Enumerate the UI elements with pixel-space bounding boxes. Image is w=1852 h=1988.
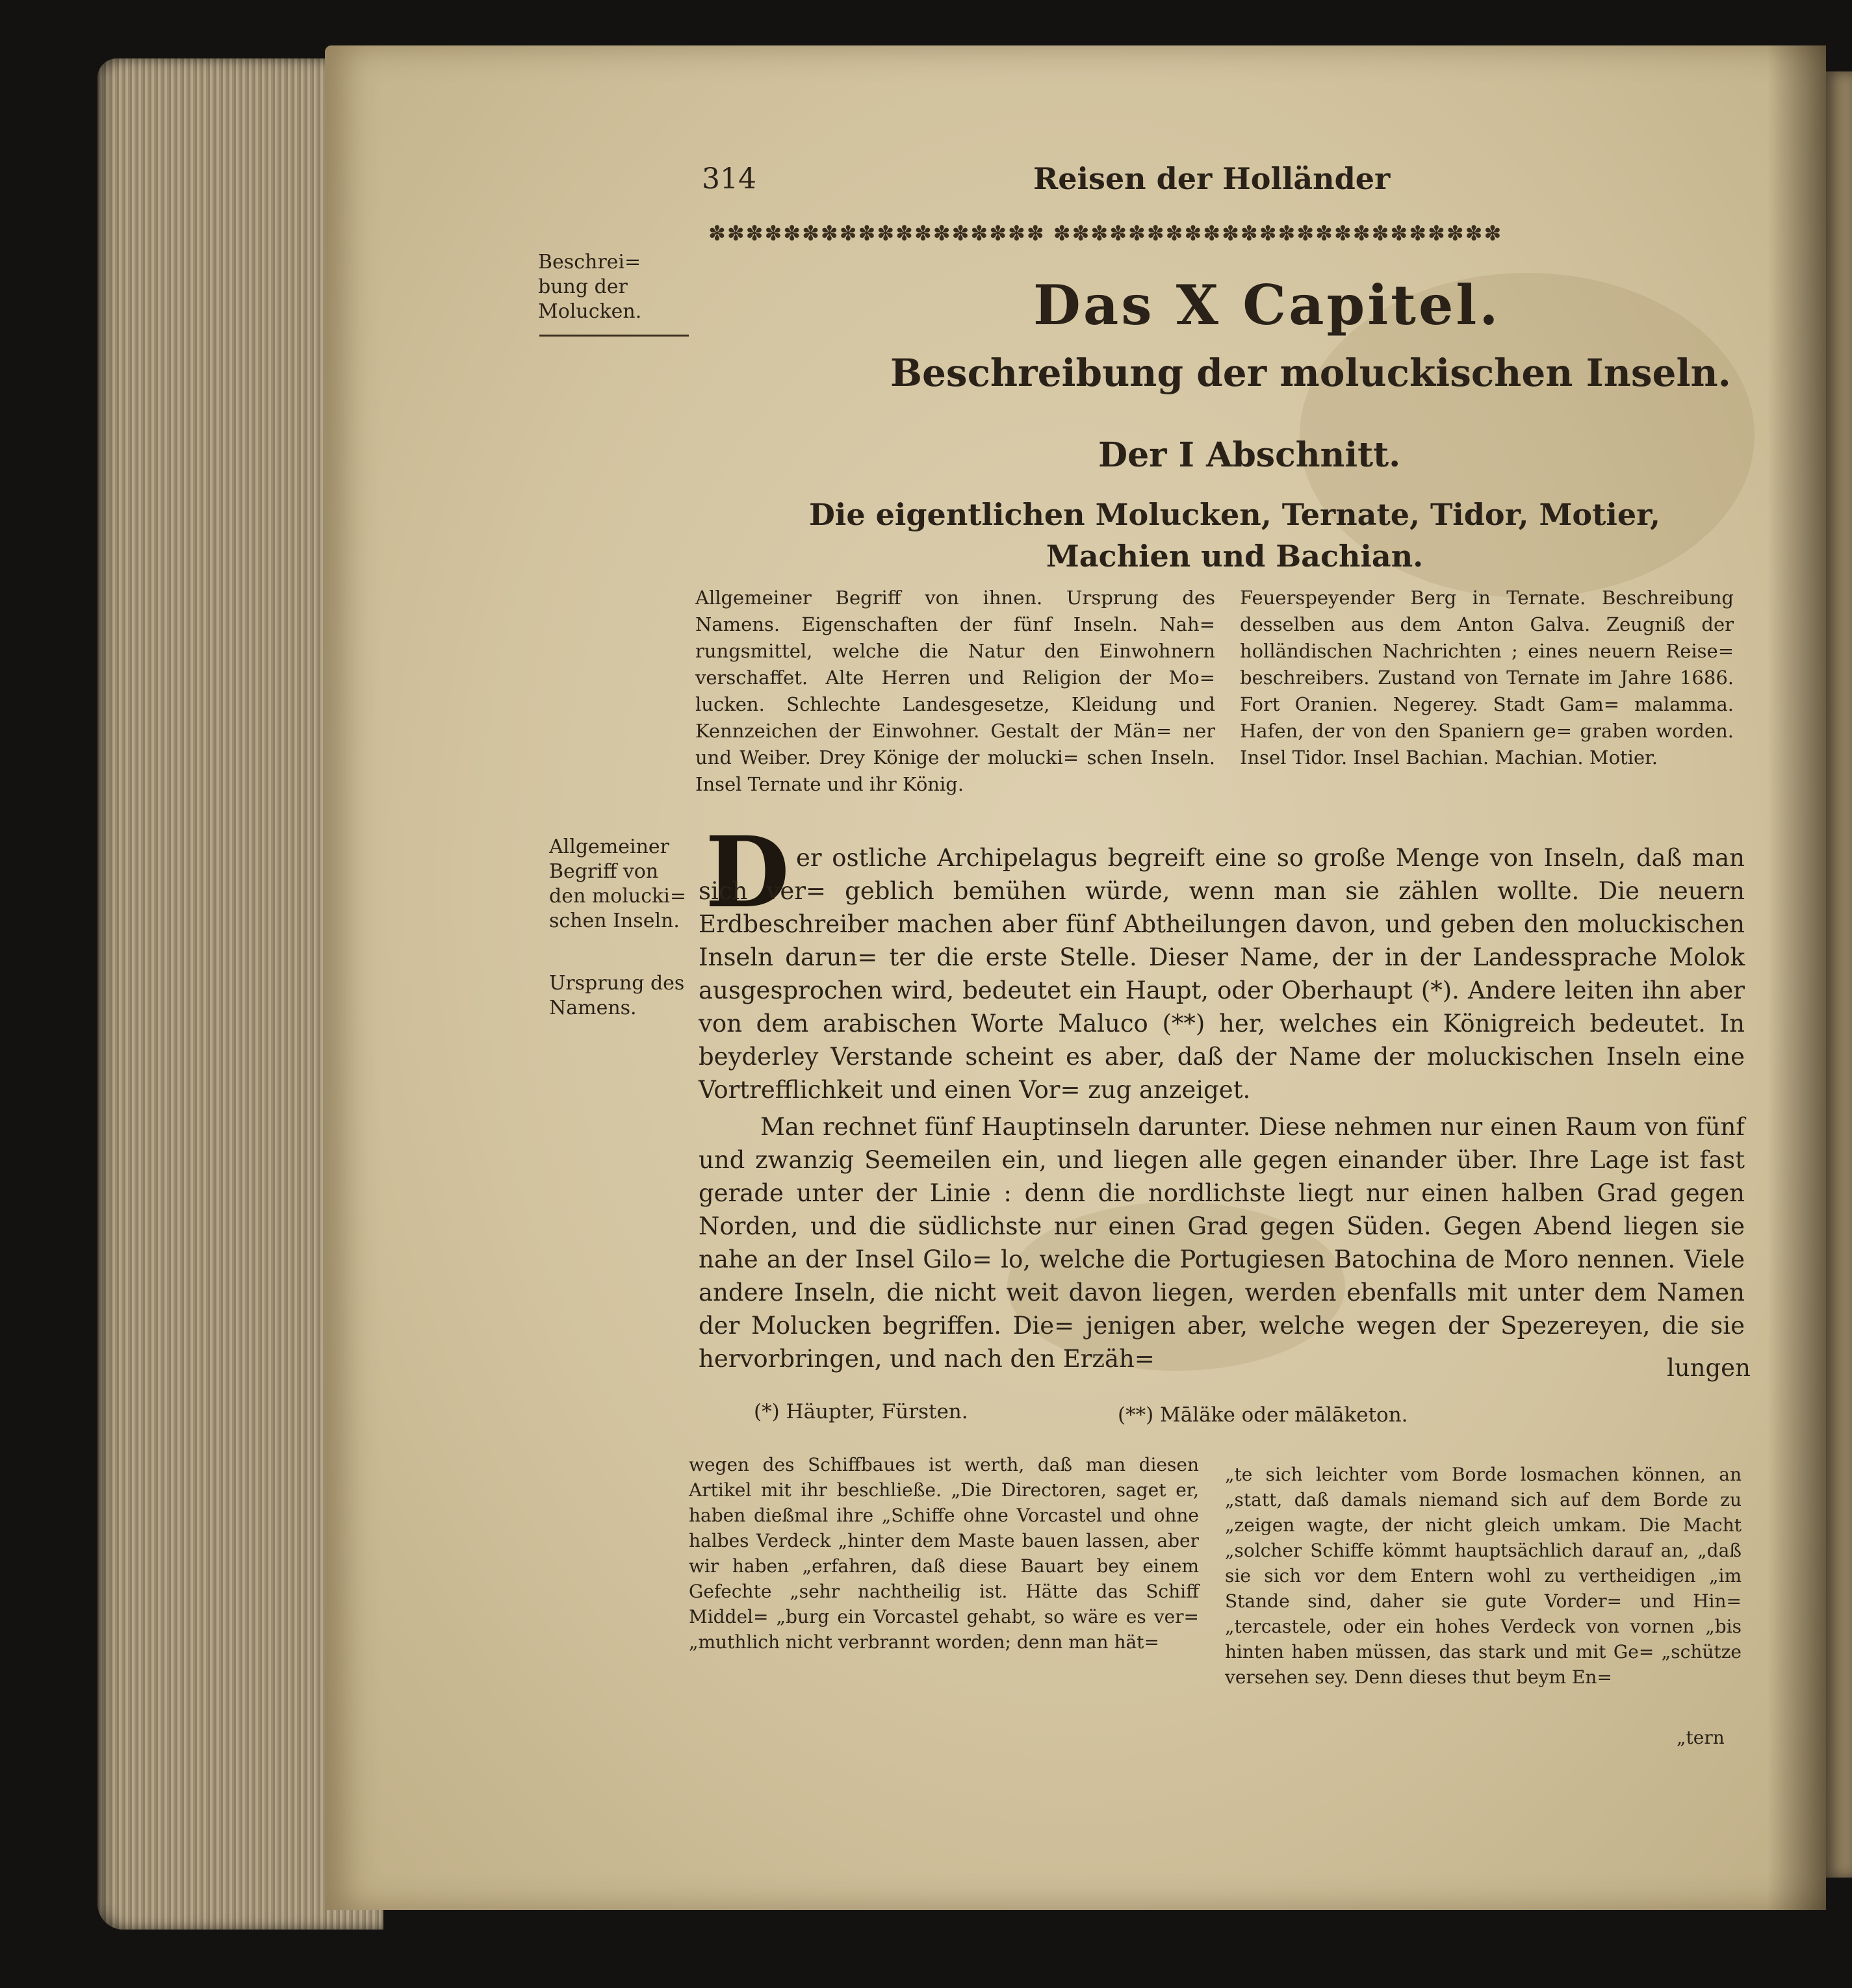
running-head-title: Reisen der Holländer	[1033, 161, 1391, 196]
body-text	[699, 841, 1745, 1375]
margin-note-ursprung: Ursprung des Namens.	[549, 972, 685, 1019]
facing-page-edge	[1826, 71, 1852, 1878]
summary-left: Allgemeiner Begriff von ihnen. Ursprung des Namens. Eigenschaften der fünf Inseln. Nah= rungsmittel, welche die Natur den Einwohnern verschaffet. Alte Herren und Religion der Mo= lucken. Schlechte Landesgesetze, Kleidung und Kennzeichen der Einwohner. Gestalt der Män= ner und Weiber. Drey Könige der molucki= schen Inseln. Insel Ternate und ihr König.	[695, 587, 1215, 795]
catchword: lungen	[1667, 1354, 1751, 1382]
margin-note-underline	[539, 335, 689, 337]
section-subtitle: Die eigentlichen Molucken, Ternate, Tidor, Motier, Machien und Bachian.	[809, 497, 1660, 574]
footnote-2: (**) Māläke oder mālāketon.	[1118, 1403, 1408, 1427]
footnote-1: (*) Häupter, Fürsten.	[754, 1400, 968, 1423]
paragraph-2: Man rechnet fünf Hauptinseln darunter. Diese nehmen nur einen Raum von fünf und zwanzig Seemeilen ein, und liegen alle gegen einander über. Ihre Lage ist fast gerade unter der Linie : denn die nordlichste liegt nur einen halben Grad gegen Norden, und die südlichste nur einen Grad gegen Süden. Gegen Abend liegen sie nahe an der Insel Gilo= lo, welche die Portugiesen Batochina de Moro nennen. Viele andere Inseln, die nicht weit davon liegen, werden ebenfalls mit unter dem Namen der Molucken begriffen. Die= jenigen aber, welche wegen der Spezereyen, die sie hervorbringen, und nach den Erzäh=	[699, 1113, 1745, 1373]
page-number: 314	[702, 162, 756, 196]
lower-column-left: wegen des Schiffbaues ist werth, daß man diesen Artikel mit ihr beschließe. „Die Directoren, saget er, haben dießmal ihre „Schiffe ohne Vorcastel und ohne halbes Verdeck „hinter dem Maste bauen lassen, aber wir haben „erfahren, daß diese Bauart bey einem Gefechte „sehr nachtheilig ist. Hätte das Schiff Middel= „burg ein Vorcastel gehabt, so wäre es ver= „muthlich nicht verbrannt worden; denn man hät=	[689, 1454, 1199, 1653]
lower-column-right: „te sich leichter vom Borde losmachen können, an „statt, daß damals niemand sich auf dem Borde zu „zeigen wagte, der nicht gleich umkam. Die Macht „solcher Schiffe kömmt hauptsächlich darauf an, „daß sie sich vor dem Entern wohl zu vertheidigen „im Stande sind, daher sie gute Vorder= und Hin= „tercastele, oder ein hohes Verdeck von vornen „bis hinten haben müssen, das stark und mit Ge= „schütze versehen sey. Denn dieses thut beym En=	[1225, 1464, 1742, 1688]
summary-right: Feuerspeyender Berg in Ternate. Beschreibung desselben aus dem Anton Galva. Zeugniß der holländischen Nachrichten ; eines neuern Reise= beschreibers. Zustand von Ternate im Jahre 1686. Fort Oranien. Negerey. Stadt Gam= malamma. Hafen, der von den Spaniern ge= graben worden. Insel Tidor. Insel Bachian. Machian. Motier.	[1240, 587, 1734, 769]
margin-note-allgemeiner: Allgemeiner Begriff von den molucki= schen Inseln.	[549, 835, 686, 932]
lower-catchword: „tern	[1677, 1727, 1725, 1748]
paragraph-1: er ostliche Archipelagus begreift eine so große Menge von Inseln, daß man sich ver= geblich bemühen würde, wenn man sie zählen wollte. Die neuern Erdbeschreiber machen aber fünf Abtheilungen davon, und geben den moluckischen Inseln darun= ter die erste Stelle. Dieser Name, der in der Landessprache Molok ausgesprochen wird, bedeutet ein Haupt, oder Oberhaupt (*). Andere leiten ihn aber von dem arabischen Worte Maluco (**) her, welches ein Königreich bedeutet. In beyderley Verstande scheint es aber, daß der Name der moluckischen Inseln eine Vortrefflichkeit und einen Vor= zug anzeiget.	[699, 844, 1745, 1104]
gutter-shadow	[1768, 45, 1826, 1910]
margin-note-description: Beschrei= bung der Molucken.	[538, 251, 642, 323]
chapter-subtitle: Beschreibung der moluckischen Inseln.	[890, 351, 1731, 395]
section-title: Der I Abschnitt.	[1098, 435, 1401, 475]
ornament-rule: ✽✽✽✽✽✽✽✽✽✽✽✽✽✽✽✽✽✽ ✽✽✽✽✽✽✽✽✽✽✽✽✽✽✽✽✽✽✽✽✽✽✽✽	[708, 221, 1503, 246]
drop-cap: D	[705, 815, 790, 930]
chapter-title: Das X Capitel.	[1033, 273, 1501, 337]
